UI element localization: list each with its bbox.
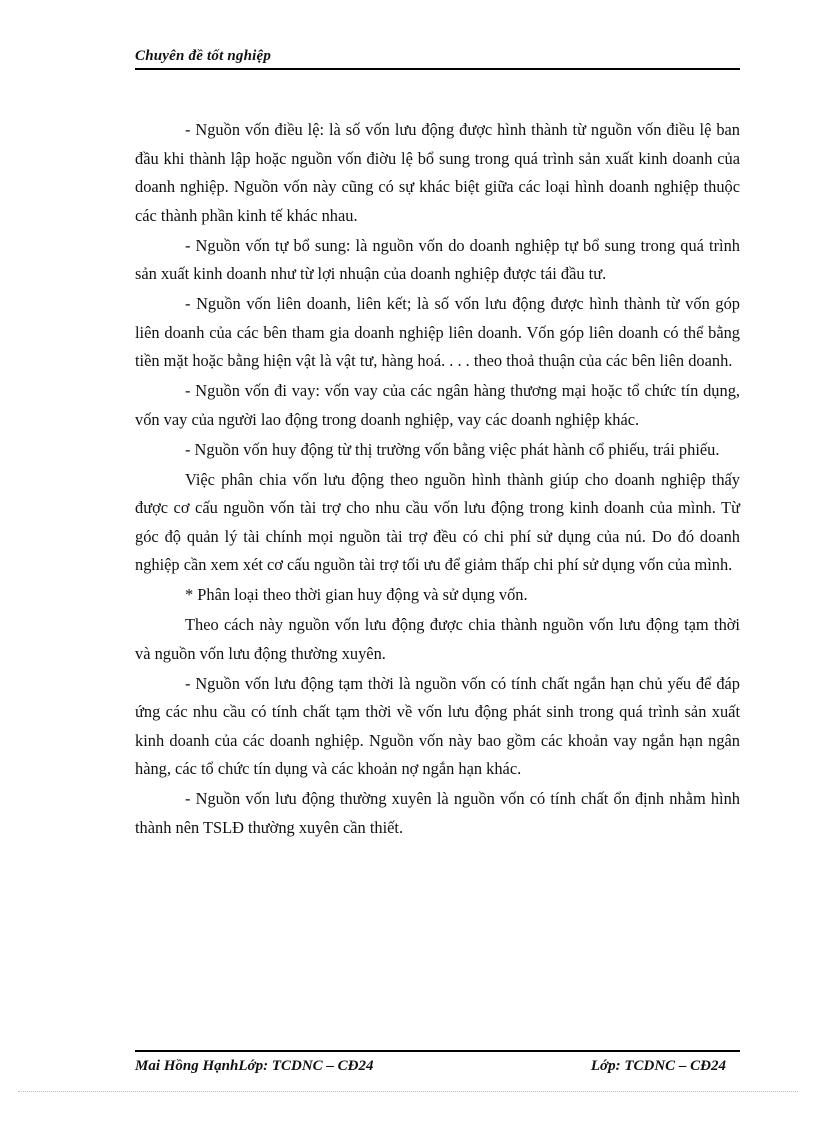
- footer-author-class: Mai Hồng HạnhLớp: TCDNC – CĐ24: [135, 1058, 374, 1074]
- document-body: [135, 116, 740, 844]
- paragraph-joint-venture-capital: - Nguồn vốn liên doanh, liên kết; là số vốn lưu động được hình thành từ vốn góp liên doanh của các bên tham gia doanh nghiệp liên doanh. Vốn góp liên doanh có thể bằng tiền mặt hoặc bằng hiện vật là vật tư, hàng hoá. . . . theo thoả thuận của các bên liên doanh.: [135, 294, 740, 370]
- footer-class: Lớp: TCDNC – CĐ24: [590, 1058, 726, 1074]
- paragraph-charter-capital: - Nguồn vốn điều lệ: là số vốn lưu động được hình thành từ nguồn vốn điều lệ ban đầu khi thành lập hoặc nguồn vốn điờu lệ bổ sung trong quá trình sản xuất kinh doanh của doanh nghiệp. Nguồn vốn này cũng có sự khác biệt giữa các loại hình doanh nghiệp thuộc các thành phần kinh tế khác nhau.: [135, 120, 740, 225]
- paragraph-capital-market: - Nguồn vốn huy động từ thị trường vốn bằng việc phát hành cổ phiếu, trái phiếu.: [185, 439, 720, 459]
- page-header: [135, 48, 740, 70]
- paragraph-time-classification-heading: * Phân loại theo thời gian huy động và sử dụng vốn.: [185, 585, 528, 604]
- paragraph-time-classification-intro: Theo cách này nguồn vốn lưu động được chia thành nguồn vốn lưu động tạm thời và nguồn vốn lưu động thường xuyên.: [135, 615, 740, 663]
- page-bottom-divider: [18, 1091, 798, 1092]
- paragraph-borrowed-capital: - Nguồn vốn đi vay: vốn vay của các ngân hàng thương mại hoặc tổ chức tín dụng, vốn vay của người lao động trong doanh nghiệp, vay các doanh nghiệp khác.: [135, 381, 740, 429]
- paragraph-classification-summary: Việc phân chia vốn lưu động theo nguồn hình thành giúp cho doanh nghiệp thấy được cơ cấu nguồn vốn tài trợ cho nhu cầu vốn lưu động trong kinh doanh của mình. Từ góc độ quản lý tài chính mọi nguồn tài trợ đều có chi phí sử dụng của nú. Do đó doanh nghiệp cần xem xét cơ cấu nguồn tài trợ tối ưu để giảm thấp chi phí sử dụng vốn của mình.: [135, 469, 740, 574]
- paragraph-self-supplemented-capital: - Nguồn vốn tự bổ sung: là nguồn vốn do doanh nghiệp tự bổ sung trong quá trình sản xuất kinh doanh như từ lợi nhuận của doanh nghiệp được tái đầu tư.: [135, 235, 740, 283]
- paragraph-temporary-capital: - Nguồn vốn lưu động tạm thời là nguồn vốn có tính chất ngắn hạn chủ yếu để đáp ứng các nhu cầu có tính chất tạm thời về vốn lưu động phát sinh trong quá trình sản xuất kinh doanh của các doanh nghiệp. Nguồn vốn này bao gồm các khoản vay ngắn hạn ngân hàng, các tổ chức tín dụng và các khoản nợ ngắn hạn khác.: [135, 673, 740, 778]
- paragraph-permanent-capital: - Nguồn vốn lưu động thường xuyên là nguồn vốn có tính chất ổn định nhằm hình thành nên TSLĐ thường xuyên cần thiết.: [135, 789, 740, 837]
- page-footer: [135, 1050, 740, 1074]
- header-title: Chuyên đề tốt nghiệp: [135, 48, 272, 64]
